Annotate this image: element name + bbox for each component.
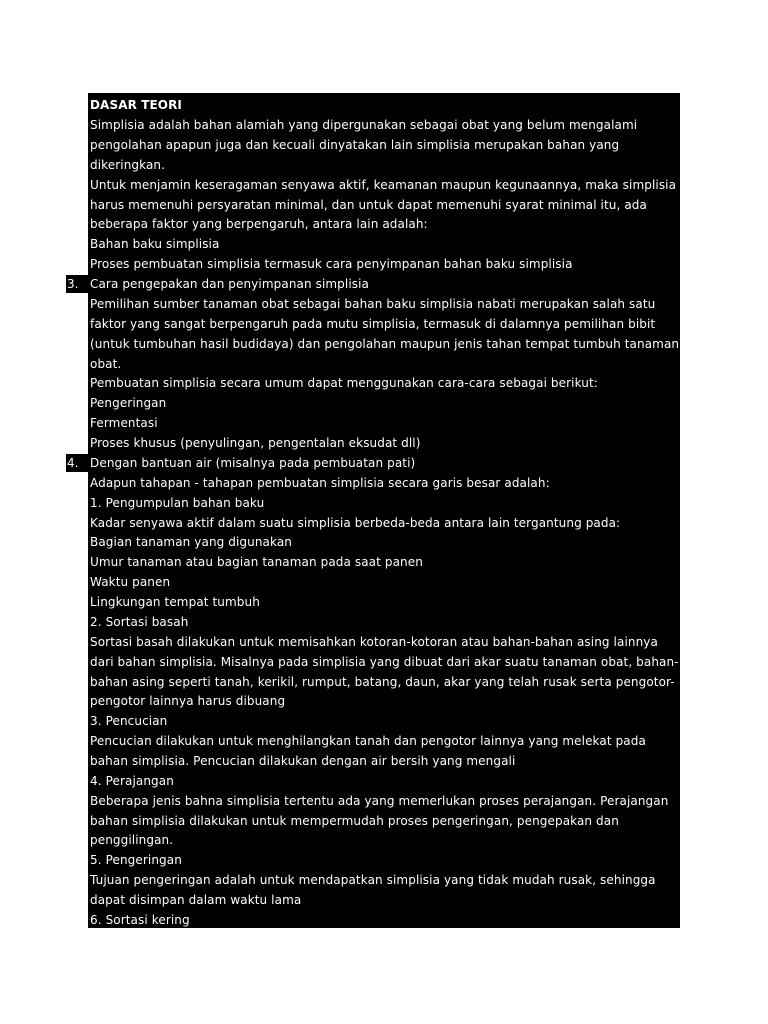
text-line: Simplisia adalah bahan alamiah yang dipergunakan sebagai obat yang belum mengalami bbox=[90, 118, 638, 132]
text-line: dikeringkan. bbox=[90, 158, 166, 172]
text-line: (untuk tumbuhan hasil budidaya) dan pengolahan maupun jenis tahan tempat tumbuh tanaman bbox=[90, 337, 680, 351]
text-line: dapat disimpan dalam waktu lama bbox=[90, 893, 302, 907]
text-line: obat. bbox=[90, 357, 122, 371]
list-item: Proses khusus (penyulingan, pengentalan eksudat dll) bbox=[90, 436, 421, 450]
text-line: Lingkungan tempat tumbuh bbox=[90, 595, 260, 609]
list-item: Bahan baku simplisia bbox=[90, 237, 220, 251]
list-number: 2. bbox=[67, 416, 79, 430]
text-line: Pembuatan simplisia secara umum dapat menggunakan cara-cara sebagai berikut: bbox=[90, 376, 598, 390]
list-item: Cara pengepakan dan penyimpanan simplisia bbox=[90, 277, 369, 291]
text-line: pengolahan apapun juga dan kecuali dinyatakan lain simplisia merupakan bahan yang bbox=[90, 138, 620, 152]
list-number: 3. bbox=[66, 274, 88, 294]
text-line: penggilingan. bbox=[90, 833, 174, 847]
text-line: Pencucian dilakukan untuk menghilangkan tanah dan pengotor lainnya yang melekat pada bbox=[90, 734, 646, 748]
list-number: 1. bbox=[67, 396, 79, 410]
list-number: 1. bbox=[67, 237, 79, 251]
list-number: 2. bbox=[67, 257, 79, 271]
text-line: pengotor lainnya harus dibuang bbox=[90, 694, 286, 708]
list-item: Dengan bantuan air (misalnya pada pembuatan pati) bbox=[90, 456, 416, 470]
step-heading: 3. Pencucian bbox=[90, 714, 168, 728]
list-number: 3. bbox=[67, 436, 79, 450]
text-line: bahan asing seperti tanah, kerikil, rumput, batang, daun, akar yang telah rusak serta pengotor- bbox=[90, 675, 675, 689]
list-item: Pengeringan bbox=[90, 396, 167, 410]
step-heading: 2. Sortasi basah bbox=[90, 615, 189, 629]
text-line: Adapun tahapan - tahapan pembuatan simplisia secara garis besar adalah: bbox=[90, 476, 550, 490]
text-line: dari bahan simplisia. Misalnya pada simplisia yang dibuat dari akar suatu tanaman obat, bahan- bbox=[90, 655, 679, 669]
text-line: bahan simplisia. Pencucian dilakukan dengan air bersih yang mengali bbox=[90, 754, 516, 768]
list-item: Fermentasi bbox=[90, 416, 158, 430]
text-line: Waktu panen bbox=[90, 575, 171, 589]
section-title: DASAR TEORI bbox=[90, 98, 182, 112]
text-line: Sortasi basah dilakukan untuk memisahkan kotoran-kotoran atau bahan-bahan asing lainnya bbox=[90, 635, 658, 649]
step-heading: 6. Sortasi kering bbox=[90, 913, 190, 927]
text-line: faktor yang sangat berpengaruh pada mutu simplisia, termasuk di dalamnya pemilihan bibit bbox=[90, 317, 656, 331]
text-line: Pemilihan sumber tanaman obat sebagai bahan baku simplisia nabati merupakan salah satu bbox=[90, 297, 656, 311]
text-line: beberapa faktor yang berpengaruh, antara lain adalah: bbox=[90, 217, 428, 231]
text-line: Kadar senyawa aktif dalam suatu simplisia berbeda-beda antara lain tergantung pada: bbox=[90, 516, 621, 530]
text-line: Untuk menjamin keseragaman senyawa aktif, keamanan maupun kegunaannya, maka simplisia bbox=[90, 178, 677, 192]
text-line: Tujuan pengeringan adalah untuk mendapatkan simplisia yang tidak mudah rusak, sehingga bbox=[90, 873, 656, 887]
text-line: Beberapa jenis bahna simplisia tertentu ada yang memerlukan proses perajangan. Perajangan bbox=[90, 794, 669, 808]
text-line: Bagian tanaman yang digunakan bbox=[90, 535, 293, 549]
list-number: 4. bbox=[66, 453, 88, 473]
text-line: bahan simplisia dilakukan untuk mempermudah proses pengeringan, pengepakan dan bbox=[90, 814, 619, 828]
text-line: harus memenuhi persyaratan minimal, dan untuk dapat memenuhi syarat minimal itu, ada bbox=[90, 198, 647, 212]
step-heading: 1. Pengumpulan bahan baku bbox=[90, 496, 265, 510]
step-heading: 5. Pengeringan bbox=[90, 853, 182, 867]
text-line: Umur tanaman atau bagian tanaman pada saat panen bbox=[90, 555, 423, 569]
step-heading: 4. Perajangan bbox=[90, 774, 174, 788]
list-item: Proses pembuatan simplisia termasuk cara penyimpanan bahan baku simplisia bbox=[90, 257, 573, 271]
